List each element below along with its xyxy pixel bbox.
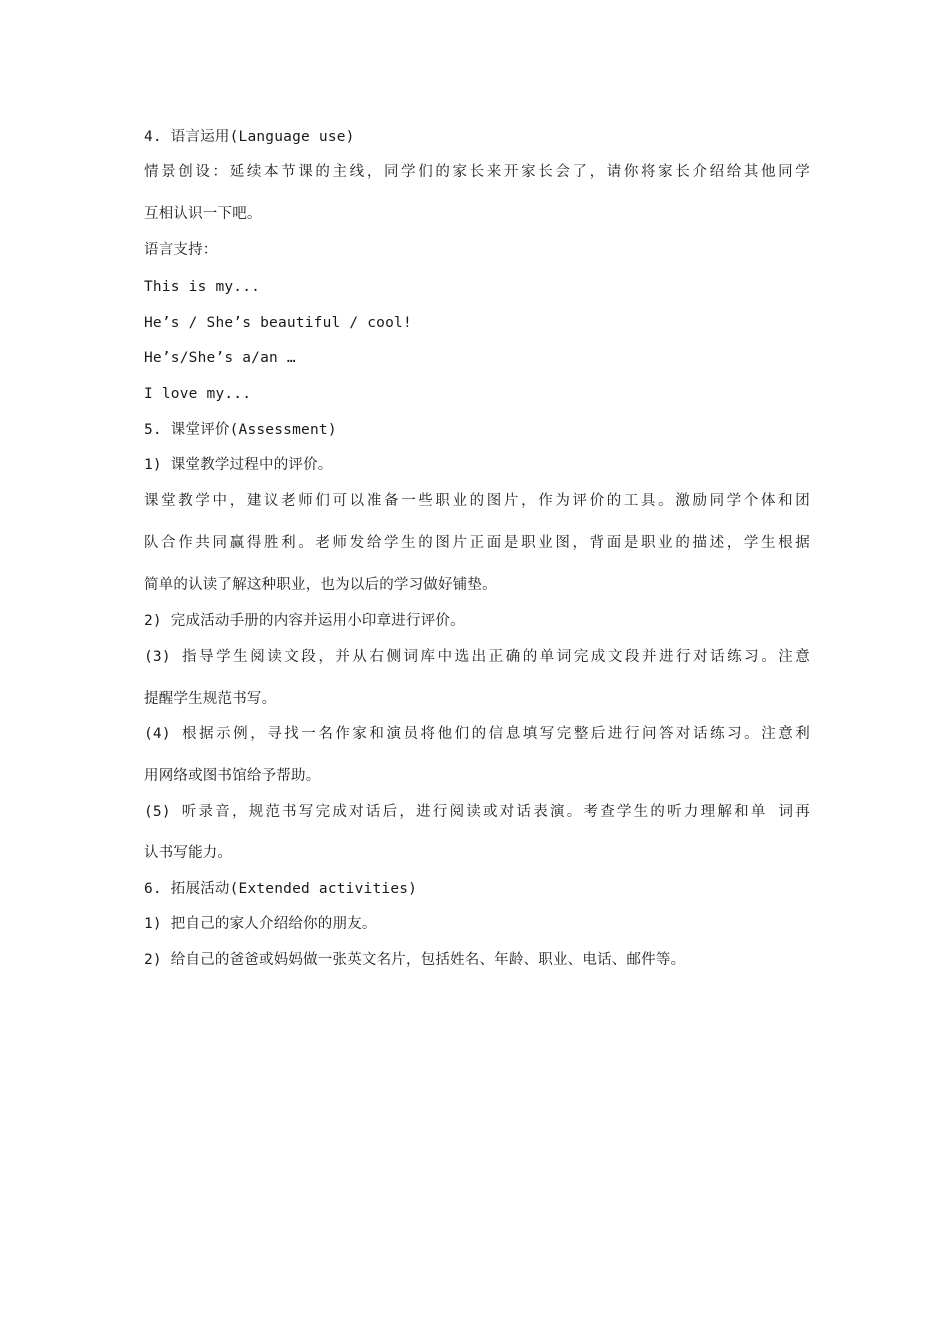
assessment-item-3-line-2: 提醒学生规范书写。 [144, 691, 277, 707]
scenario-text-line-1: 情景创设：延续本节课的主线，同学们的家长来开家长会了，请你将家长介绍给其他同学 [144, 164, 810, 180]
section-6-heading: 6. 拓展活动(Extended activities) [144, 881, 418, 897]
scenario-text-line-2: 互相认识一下吧。 [144, 206, 262, 222]
extended-activity-1: 1) 把自己的家人介绍给你的朋友。 [144, 916, 377, 932]
extended-activity-2: 2) 给自己的爸爸或妈妈做一张英文名片，包括姓名、年龄、职业、电话、邮件等。 [144, 952, 686, 968]
assessment-item-4-line-2: 用网络或图书馆给予帮助。 [144, 768, 321, 784]
assessment-paragraph-line-2: 队合作共同赢得胜利。老师发给学生的图片正面是职业图，背面是职业的描述，学生根据 [144, 535, 810, 551]
sentence-pattern-3: He’s/She’s a/an … [144, 350, 296, 366]
assessment-item-5-line-1: (5) 听录音，规范书写完成对话后，进行阅读或对话表演。考查学生的听力理解和单 词再 [144, 804, 810, 820]
section-4-heading: 4. 语言运用(Language use) [144, 129, 355, 145]
assessment-paragraph-line-3: 简单的认读了解这种职业，也为以后的学习做好铺垫。 [144, 577, 497, 593]
language-support-label: 语言支持： [144, 242, 218, 258]
assessment-item-3-line-1: (3) 指导学生阅读文段，并从右侧词库中选出正确的单词完成文段并进行对话练习。注意 [144, 649, 810, 665]
sentence-pattern-4: I love my... [144, 386, 252, 402]
assessment-item-1: 1) 课堂教学过程中的评价。 [144, 457, 333, 473]
sentence-pattern-1: This is my... [144, 279, 261, 295]
section-5-heading: 5. 课堂评价(Assessment) [144, 422, 337, 438]
assessment-item-4-line-1: (4) 根据示例，寻找一名作家和演员将他们的信息填写完整后进行问答对话练习。注意利 [144, 726, 810, 742]
sentence-pattern-2: He’s / She’s beautiful / cool! [144, 315, 412, 331]
assessment-item-5-line-2: 认书写能力。 [144, 845, 233, 861]
assessment-item-2: 2) 完成活动手册的内容并运用小印章进行评价。 [144, 613, 465, 629]
assessment-paragraph-line-1: 课堂教学中，建议老师们可以准备一些职业的图片，作为评价的工具。激励同学个体和团 [144, 493, 810, 509]
